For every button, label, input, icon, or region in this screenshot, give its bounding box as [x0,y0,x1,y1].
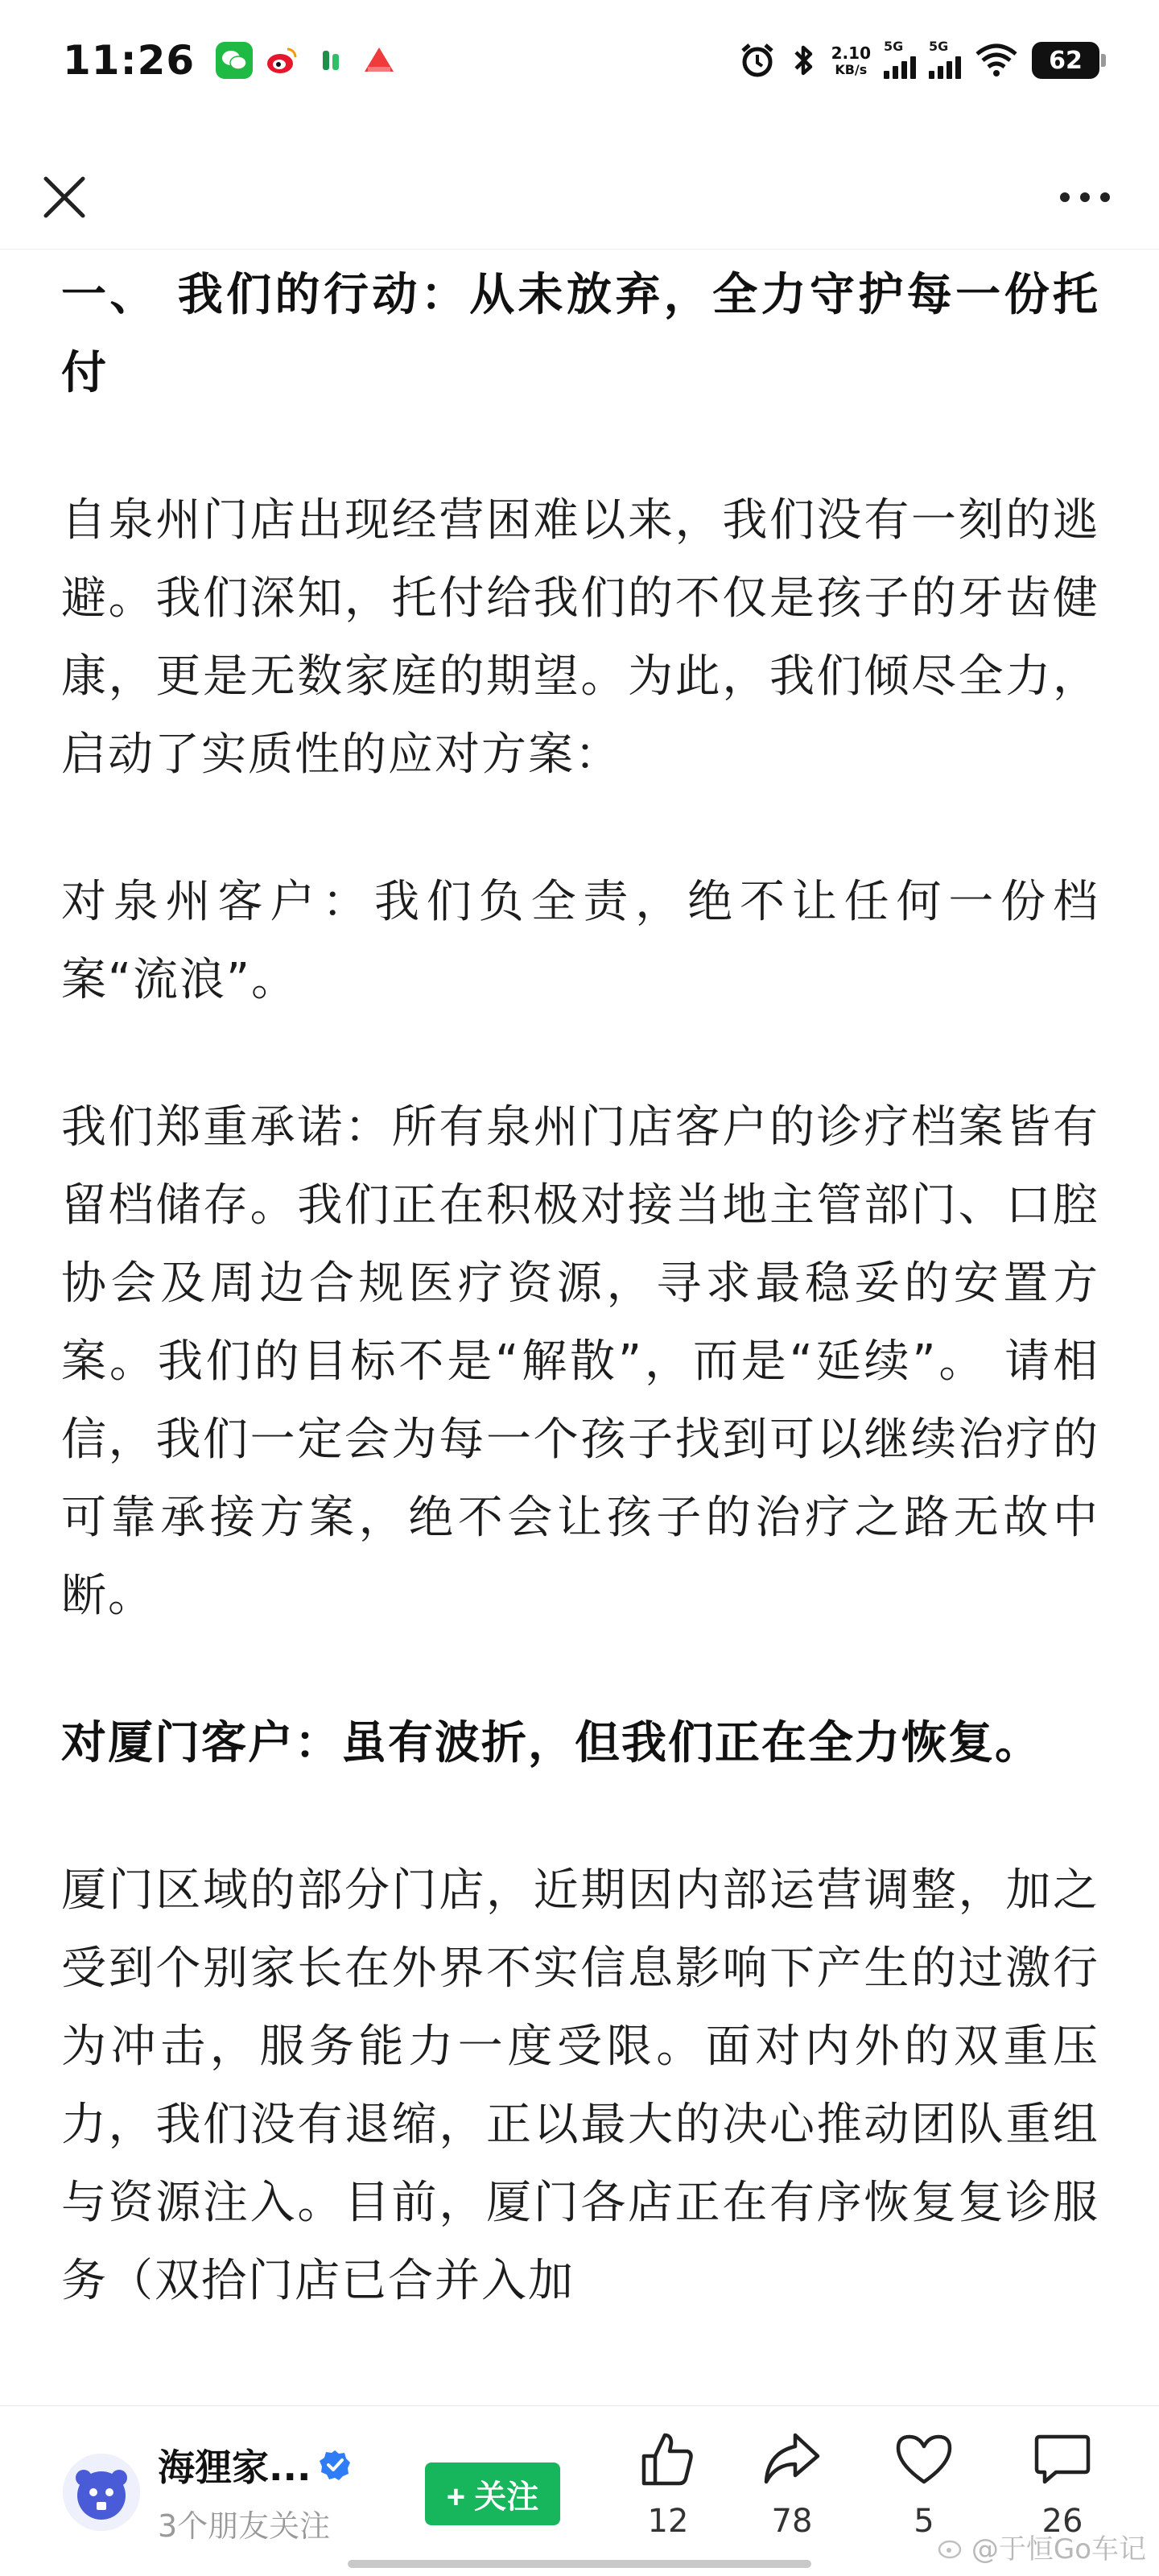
share-icon [761,2429,823,2490]
signal-strength-2: 5G [929,42,961,79]
close-icon [41,174,88,221]
weibo-icon [264,42,301,79]
section-heading: 一、 我们的行动：从未放弃，全力守护每一份托付 [61,269,1099,399]
top-nav-bar [0,145,1159,250]
verified-icon [319,2449,351,2481]
article-paragraph: 我们郑重承诺：所有泉州门店客户的诊疗档案皆有留档储存。我们正在积极对接当地主管部门、口腔协会及周边合规医疗资源，寻求最稳妥的安置方案。我们的目标不是“解散”，而是“延续”。 请相信，我们一定会为每一个孩子找到可以继续治疗的可靠承接方案，绝不会让孩子的治疗之路无故中断。 [61,1101,1099,1622]
more-button[interactable] [1056,168,1114,226]
article-paragraph: 厦门区域的部分门店，近期因内部运营调整，加之受到个别家长在外界不实信息影响下产生的过激行为冲击，服务能力一度受限。面对内外的双重压力，我们没有退缩，正以最大的决心推动团队重组与资源注入。目前，厦门各店正在有序恢复复诊服务（双拾门店已合并入加 [61,1864,1099,2307]
comment-count: 26 [1041,2503,1083,2540]
net-speed: 2.10 KB/s [831,43,871,77]
watermark: @于恒Go车记 [938,2527,1146,2566]
home-indicator[interactable] [348,2560,811,2568]
status-time: 11:26 [63,37,196,84]
weibo-watermark-icon [938,2535,967,2559]
friends-follow-count: 3个朋友关注 [158,2508,331,2544]
bluetooth-icon [790,41,819,80]
battery-indicator: 62 [1032,42,1099,79]
like-button[interactable] [620,2429,716,2540]
close-button[interactable] [35,168,93,226]
author-info[interactable] [63,2438,351,2545]
status-app-icons [216,42,398,79]
more-icon [1058,191,1112,204]
status-indicators [738,41,1099,80]
share-button[interactable] [744,2429,840,2540]
article-paragraph: 对泉州客户：我们负全责，绝不让任何一份档案“流浪”。 [61,876,1099,1006]
section-heading: 对厦门客户：虽有波折，但我们正在全力恢复。 [61,1717,1041,1769]
like-icon [637,2429,699,2490]
share-count: 78 [771,2503,813,2540]
status-bar [0,0,1159,121]
article-paragraph: 自泉州门店出现经营困难以来，我们没有一刻的逃避。我们深知，托付给我们的不仅是孩子的牙齿健康，更是无数家庭的期望。为此，我们倾尽全力，启动了实质性的应对方案： [61,494,1099,781]
comment-icon [1032,2429,1093,2490]
follow-button[interactable]: + 关注 [425,2462,560,2525]
like-count: 12 [647,2503,689,2540]
avatar[interactable] [63,2454,140,2531]
favorite-button[interactable] [876,2429,972,2540]
wifi-icon [974,43,1019,78]
favorite-icon [893,2429,955,2490]
app-red-icon [361,42,398,79]
signal-strength-1: 5G [884,42,916,79]
article-body [61,256,1099,2320]
app-green-icon [312,42,349,79]
wechat-icon [216,42,253,79]
alarm-icon [738,41,777,80]
comment-button[interactable] [1014,2429,1111,2540]
bottom-action-bar [0,2405,1159,2576]
author-name[interactable]: 海狸家... [158,2438,351,2491]
favorite-count: 5 [914,2503,934,2540]
